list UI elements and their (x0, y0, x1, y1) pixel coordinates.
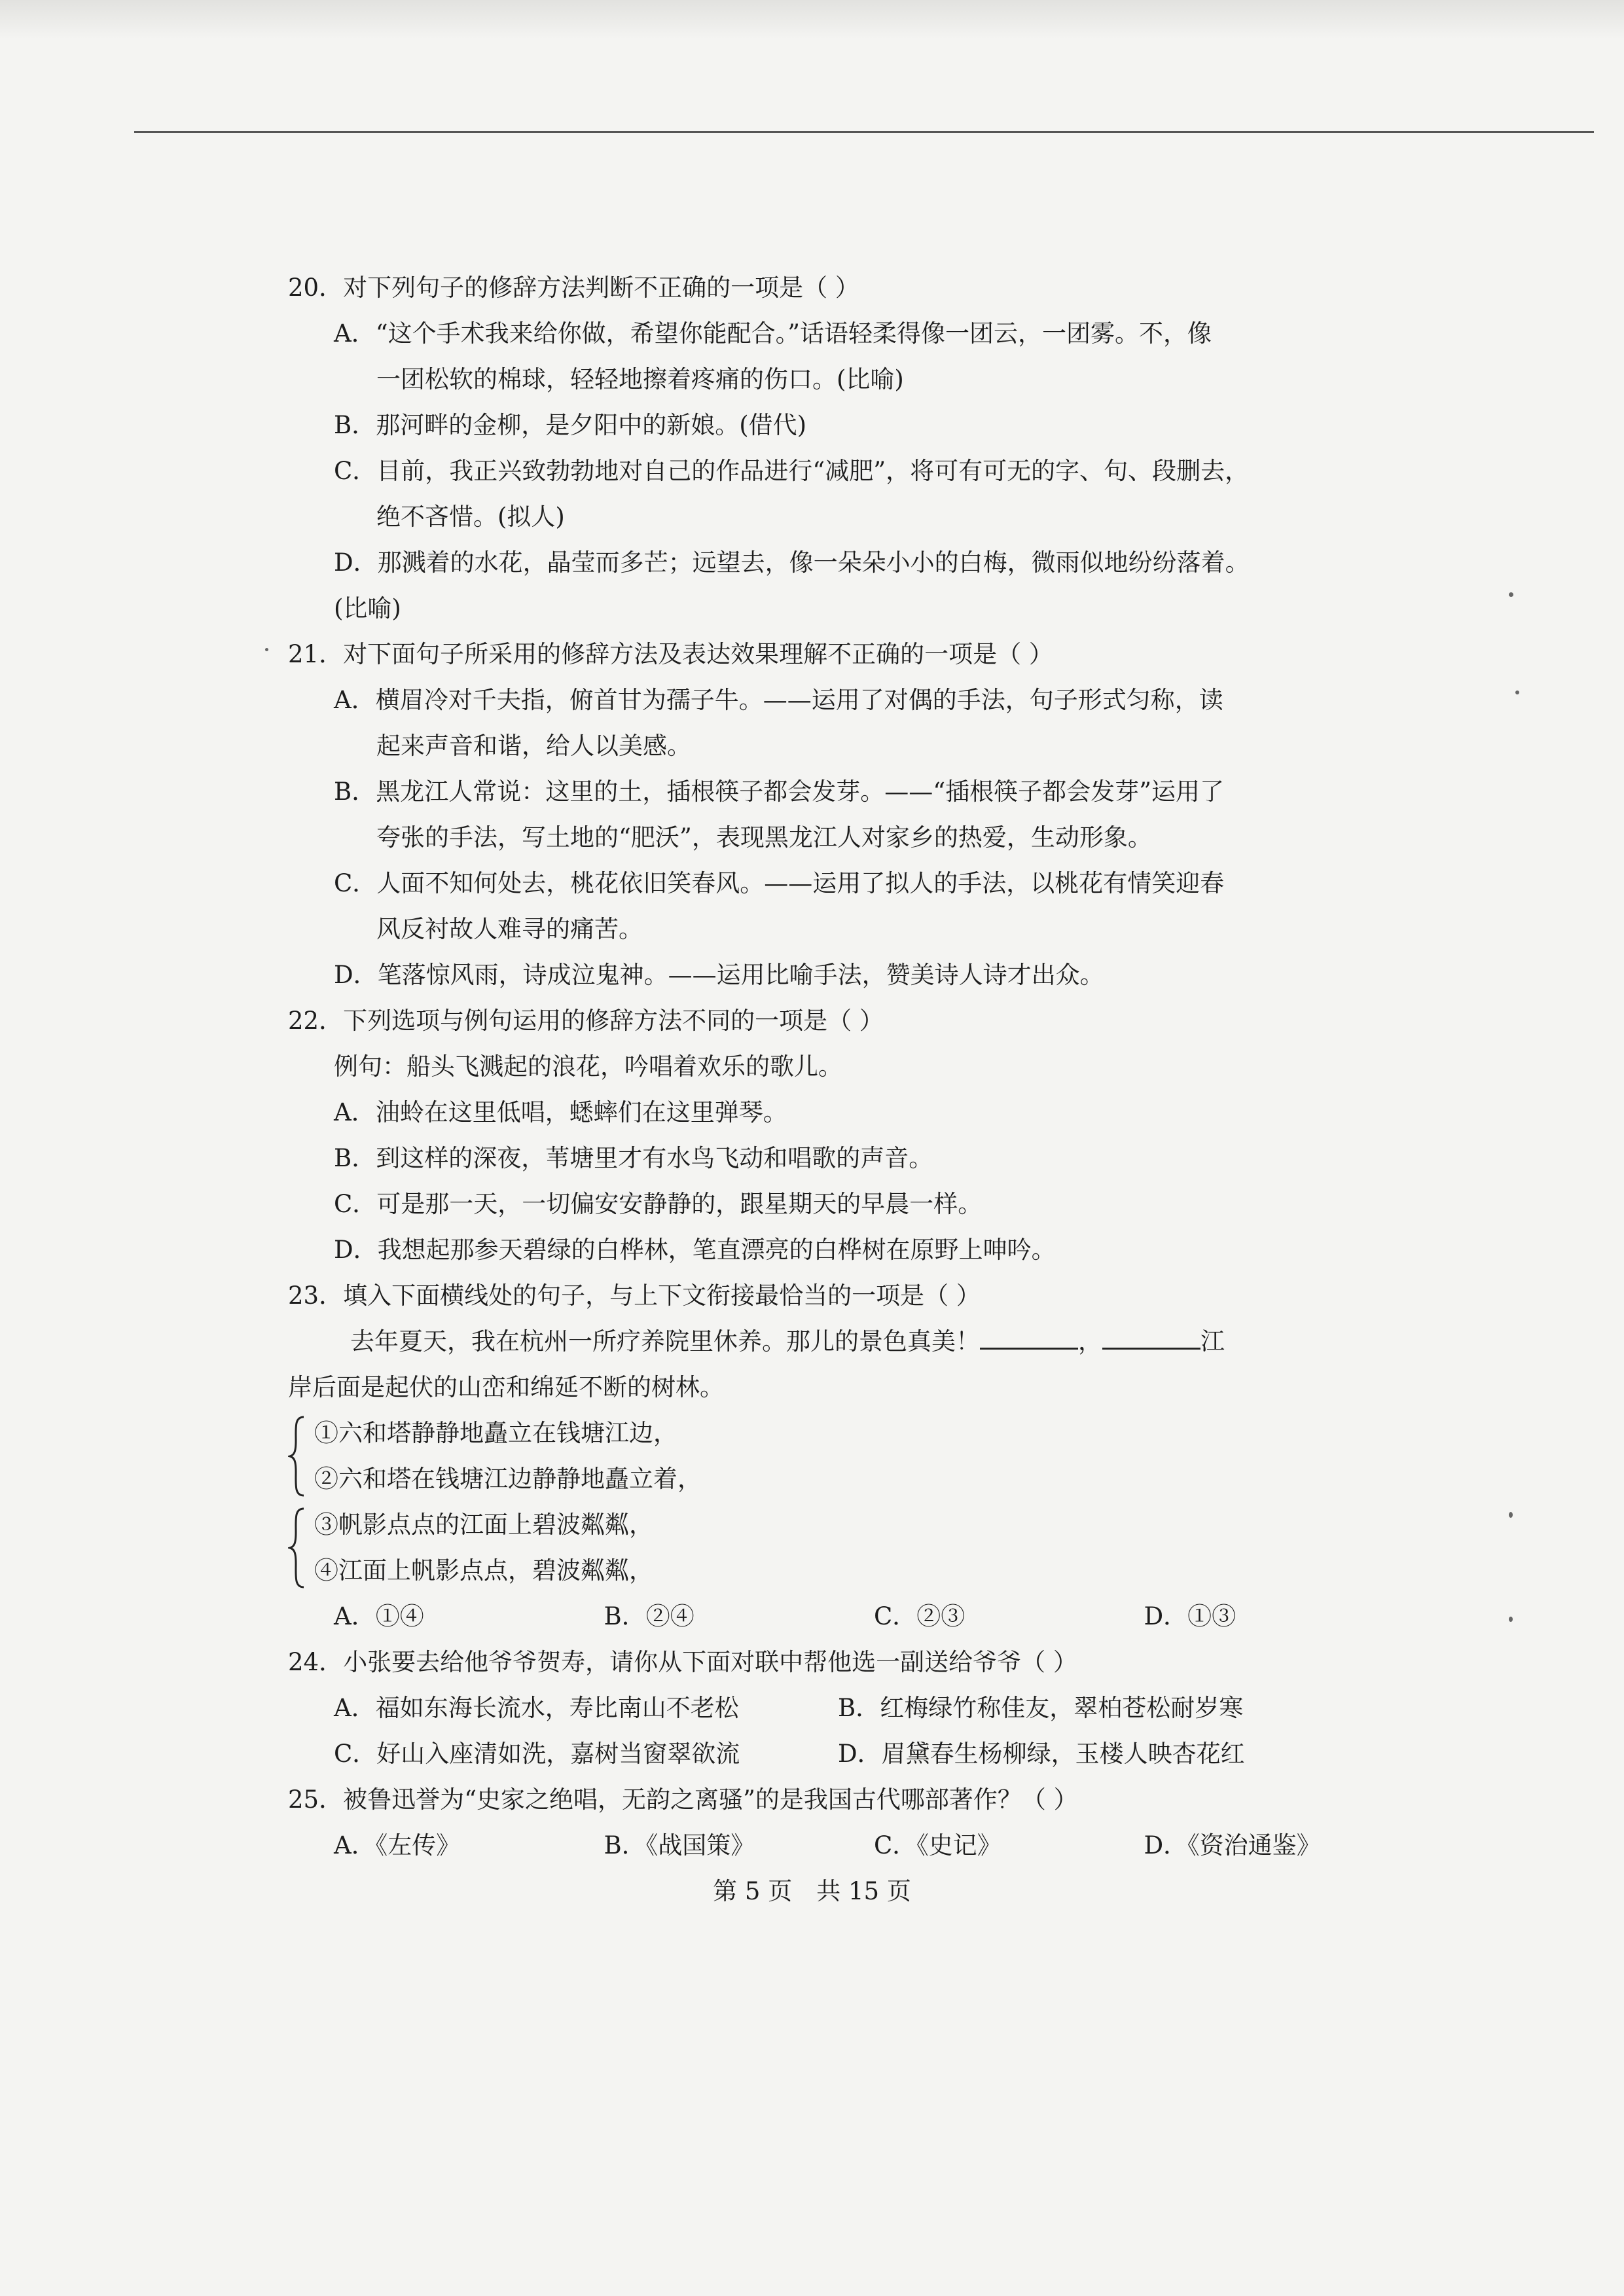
brace-icon (288, 1506, 308, 1590)
option-text: A．“这个手术我来给你做，希望你能配合。”话语轻柔得像一团云，一团雾。不，像 (334, 319, 1212, 348)
example-sentence: 例句：船头飞溅起的浪花，吟唱着欢乐的歌儿。 (334, 1052, 842, 1081)
choices-row (288, 1685, 1414, 1731)
scan-speck (1509, 1617, 1513, 1622)
choice-b: B．红梅绿竹称佳友，翠柏苍松耐岁寒 (838, 1694, 1244, 1722)
question-24: 24．小张要去给他爷爷贺寿，请你从下面对联中帮他选一副送给爷爷（ ） (288, 1648, 1077, 1676)
scan-speck (265, 648, 268, 651)
option-text: D．笔落惊风雨，诗成泣鬼神。——运用比喻手法，赞美诗人诗才出众。 (334, 961, 1104, 989)
option-text: A．油蛉在这里低唱，蟋蟀们在这里弹琴。 (334, 1098, 787, 1126)
scan-edge (0, 0, 1624, 39)
passage: 去年夏天，我在杭州一所疗养院里休养。那儿的景色真美！ ， 江 (288, 1319, 1414, 1365)
question-22: 22．下列选项与例句运用的修辞方法不同的一项是（ ） (288, 1007, 884, 1035)
question-21-stem: 对下面句子所采用的修辞方法及表达效果理解不正确的一项是（ ） (343, 640, 1053, 668)
choices-row (288, 1731, 1414, 1777)
question-22-stem: 下列选项与例句运用的修辞方法不同的一项是（ ） (343, 1007, 884, 1035)
option-text: B．黑龙江人常说：这里的土，插根筷子都会发芽。——“插根筷子都会发芽”运用了 (334, 778, 1225, 806)
choices-row (288, 1594, 1414, 1640)
choice-d: D．①③ (1144, 1602, 1236, 1630)
scan-speck (1509, 592, 1513, 597)
question-25: 25．被鲁迅誉为“史家之绝唱，无韵之离骚”的是我国古代哪部著作？（ ） (288, 1785, 1078, 1814)
choice-c: C．好山入座清如洗，嘉树当窗翠欲流 (334, 1740, 740, 1768)
sentence-group-1 (288, 1410, 1414, 1502)
question-25-stem: 被鲁迅誉为“史家之绝唱，无韵之离骚”的是我国古代哪部著作？（ ） (343, 1785, 1078, 1814)
choice-d: D．《资治通鉴》 (1144, 1831, 1321, 1859)
sentence-option: ②六和塔在钱塘江边静静地矗立着， (314, 1465, 702, 1493)
passage-continued: 岸后面是起伏的山峦和绵延不断的树林。 (288, 1373, 724, 1401)
choice-a: A．《左传》 (334, 1831, 461, 1859)
option-text: (比喻) (334, 594, 401, 622)
option-text: A．横眉冷对千夫指，俯首甘为孺子牛。——运用了对偶的手法，句子形式匀称，读 (334, 686, 1223, 714)
brace-icon (288, 1414, 308, 1498)
scan-speck (1515, 691, 1519, 694)
choice-a: A．福如东海长流水，寿比南山不老松 (334, 1694, 739, 1722)
sentence-option: ④江面上帆影点点，碧波粼粼， (314, 1556, 653, 1585)
option-text: D．那溅着的水花，晶莹而多芒；远望去，像一朵朵小小的白梅，微雨似地纷纷落着。 (334, 548, 1250, 577)
sentence-option: ①六和塔静静地矗立在钱塘江边， (314, 1419, 677, 1447)
exam-content (288, 265, 1414, 1869)
question-21: 21．对下面句子所采用的修辞方法及表达效果理解不正确的一项是（ ） (288, 640, 1053, 668)
question-20-stem: 对下列句子的修辞方法判断不正确的一项是（ ） (343, 274, 859, 302)
question-20: 20．对下列句子的修辞方法判断不正确的一项是（ ） (288, 274, 859, 302)
choice-c: C．《史记》 (874, 1831, 1001, 1859)
option-text: C．目前，我正兴致勃勃地对自己的作品进行“减肥”，将可有可无的字、句、段删去， (334, 457, 1250, 485)
choice-c: C．②③ (874, 1602, 965, 1630)
option-text: C．可是那一天，一切偏安安静静的，跟星期天的早晨一样。 (334, 1190, 983, 1218)
option-text: 一团松软的棉球，轻轻地擦着疼痛的伤口。(比喻) (376, 365, 904, 393)
question-24-stem: 小张要去给他爷爷贺寿，请你从下面对联中帮他选一副送给爷爷（ ） (343, 1648, 1077, 1676)
option-text: 风反衬故人难寻的痛苦。 (376, 915, 643, 943)
option-text: B．到这样的深夜，苇塘里才有水鸟飞动和唱歌的声音。 (334, 1144, 933, 1172)
scan-speck (1509, 1512, 1513, 1518)
sentence-group-2 (288, 1502, 1414, 1594)
question-23: 23．填入下面横线处的句子，与上下文衔接最恰当的一项是（ ） (288, 1282, 981, 1310)
fill-blank (1102, 1321, 1200, 1350)
option-text: C．人面不知何处去，桃花依旧笑春风。——运用了拟人的手法，以桃花有情笑迎春 (334, 869, 1225, 897)
option-text: B．那河畔的金柳，是夕阳中的新娘。(借代) (334, 411, 807, 439)
option-text: 夸张的手法，写土地的“肥沃”，表现黑龙江人对家乡的热爱，生动形象。 (376, 823, 1152, 852)
question-23-stem: 填入下面横线处的句子，与上下文衔接最恰当的一项是（ ） (343, 1282, 981, 1310)
sentence-option: ③帆影点点的江面上碧波粼粼， (314, 1511, 653, 1539)
fill-blank (980, 1321, 1078, 1350)
option-text: 绝不吝惜。(拟人) (376, 503, 565, 531)
choice-b: B．②④ (604, 1602, 695, 1630)
option-text: 起来声音和谐，给人以美感。 (376, 732, 691, 760)
choice-a: A．①④ (334, 1602, 424, 1630)
page-number: 第 5 页 共 15 页 (713, 1877, 911, 1905)
choice-b: B．《战国策》 (604, 1831, 755, 1859)
choices-row (288, 1823, 1414, 1869)
choice-d: D．眉黛春生杨柳绿，玉楼人映杏花红 (838, 1740, 1245, 1768)
header-rule (134, 131, 1594, 133)
option-text: D．我想起那参天碧绿的白桦林，笔直漂亮的白桦树在原野上呻吟。 (334, 1236, 1056, 1264)
